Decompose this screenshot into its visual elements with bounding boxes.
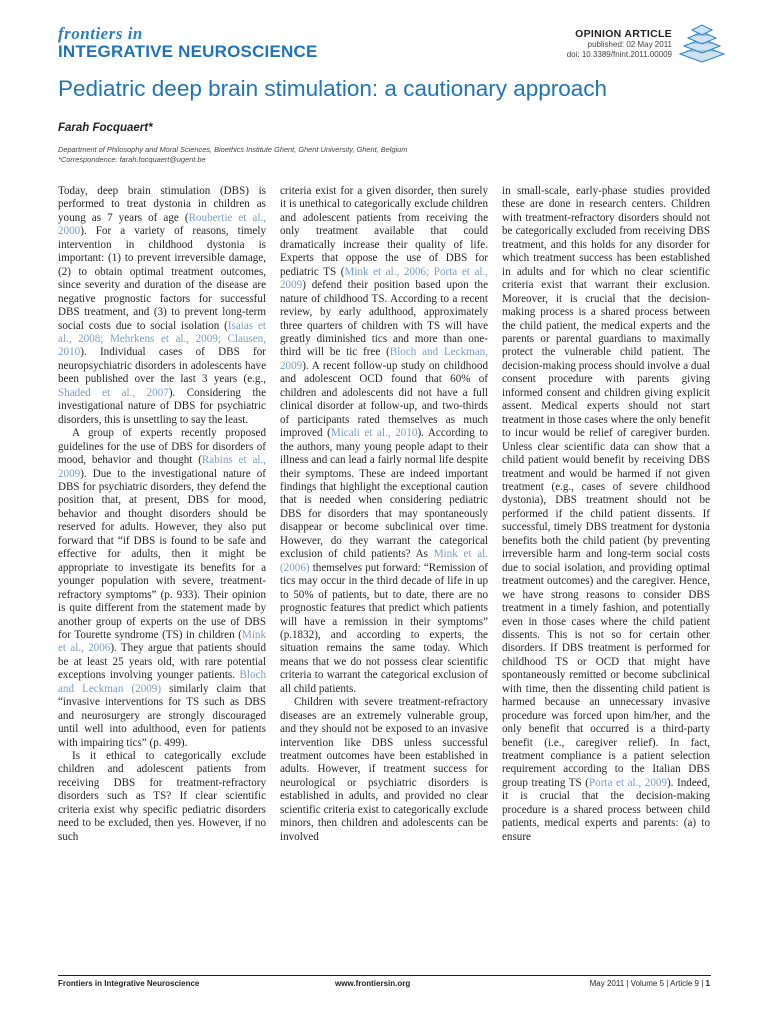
body-column-1 bbox=[58, 185, 266, 844]
body-paragraph bbox=[58, 750, 266, 844]
footer-issue-info bbox=[590, 979, 710, 988]
citation-link[interactable]: Bloch and Leckman, 2009 bbox=[280, 346, 488, 372]
body-text: similarly claim that “invasive interventions for TS such as DBS and neurosurgery are strongly discouraged until well into adulthood, even for patients with impairing tics” (p. 499). bbox=[58, 682, 266, 749]
body-paragraph bbox=[58, 427, 266, 750]
citation-link[interactable]: Bloch and Leckman (2009) bbox=[58, 669, 266, 695]
body-text: Is it ethical to categorically exclude children and adolescent patients from receiving DBS for treatment-refractory disorders such as TS? If clear scientific criteria exist why specific pediatric disorders need to be excluded, then yes. However, if no such bbox=[58, 750, 266, 843]
body-column-3 bbox=[502, 185, 710, 844]
body-text: ). Indeed, it is crucial that the decision-making procedure is a shared process between child patients, medical experts and parents: (a) to ensure bbox=[502, 776, 711, 843]
body-text: ). Individual cases of DBS for neuropsychiatric disorders in adolescents have been published over the last 3 years (e.g., bbox=[58, 346, 266, 386]
journal-logo bbox=[58, 26, 318, 61]
body-text: ). A recent follow-up study on childhood and adolescent OCD found that 60% of children and adolescents did not have a full clinical disorder at follow-up, and two-thirds of participants rated themselves as much improved ( bbox=[280, 359, 488, 440]
citation-link[interactable]: Roubertie et al., 2000 bbox=[58, 211, 266, 238]
stacked-layers-icon bbox=[676, 20, 728, 64]
body-paragraph bbox=[280, 696, 488, 844]
body-text: ). They argue that patients should be at least 25 years old, with rare potential exceptions involving younger patients. bbox=[58, 642, 266, 682]
body-text: ). Due to the investigational nature of DBS for psychiatric disorders, they defend the position that, at present, DBS for mood, behavior and thought disorders should be reserved for adults. However, they also put forward that “if DBS is found to be safe and effective for adults, then it might be appropriate to investigate its benefits for a younger population with severe, treatment-refractory symptoms” (p. 933). Their opinion is quite different from the statement made by another group of experts on the use of DBS for Tourette syndrome (TS) in children ( bbox=[58, 467, 266, 641]
footer-issue: May 2011 | Volume 5 | Article 9 | bbox=[589, 979, 704, 988]
body-text: ). For a variety of reasons, timely intervention in childhood dystonia is important: (1) to prevent irreversible damage, (2) to obtain optimal treatment outcomes, since severity and duration of the disease are negative prognostic factors for successful DBS treatment, and (3) to prevent long-term social costs due to social isolation ( bbox=[58, 225, 266, 332]
journal-name-line2: INTEGRATIVE NEUROSCIENCE bbox=[58, 42, 318, 61]
body-text: ). According to the authors, many young people adapt to their illness and can lead a fairly normal life despite their symptoms. These are indeed important findings that highlight the exceptional caution that is needed when considering pediatric DBS for disorders that may spontaneously disappear or become subclinical over time. However, do they warrant the categorical exclusion of child patients? As bbox=[280, 427, 488, 561]
citation-link[interactable]: Micali et al., 2010 bbox=[330, 427, 418, 440]
body-text: themselves put forward: “Remission of tics may occur in the third decade of life in up to 50% of patients, but to date, there are no prognostic features that predict which patients will have a remission in their symptoms” (p.1832), and according to experts, the situation remains the same today. Which means that we do not possess clear scientific criteria to warrant the categorical exclusion of all child patients. bbox=[280, 561, 488, 695]
article-meta bbox=[567, 28, 672, 60]
article-title: Pediatric deep brain stimulation: a cautionary approach bbox=[58, 76, 608, 101]
body-paragraph bbox=[58, 185, 266, 427]
citation-link[interactable]: Isaias et al., 2008; Mehrkens et al., 2009; Clausen, 2010 bbox=[58, 319, 266, 359]
body-column-2 bbox=[280, 185, 488, 844]
citation-link[interactable]: Shaded et al., 2007 bbox=[58, 386, 169, 399]
correspondence: *Correspondence: farah.focquaert@ugent.be bbox=[58, 155, 206, 164]
footer-url[interactable]: www.frontiersin.org bbox=[335, 979, 411, 988]
body-paragraph bbox=[502, 185, 710, 844]
body-text: Children with severe treatment-refractory diseases are an extremely vulnerable group, and they should not be exposed to an invasive intervention like DBS unless successful treatment outcomes have been established in adults. However, if treatment success for neurological or psychiatric disorders is established in adults, and provided no clear scientific criteria exist to categorically exclude minors, then children and adolescents can be involved bbox=[280, 696, 488, 843]
citation-link[interactable]: Porta et al., 2009 bbox=[589, 776, 667, 789]
citation-link[interactable]: Rabins et al., 2009 bbox=[58, 454, 266, 480]
citation-link[interactable]: Mink et al. (2006) bbox=[280, 548, 488, 574]
body-text: Today, deep brain stimulation (DBS) is performed to treat dystonia in children as young as 7 years of age ( bbox=[58, 185, 266, 224]
journal-name-line1: frontiers in bbox=[58, 24, 143, 43]
citation-link[interactable]: Mink et al., 2006; Porta et al., 2009 bbox=[280, 265, 488, 292]
footer-divider bbox=[58, 975, 711, 976]
doi: doi: 10.3389/fnint.2011.00009 bbox=[566, 50, 672, 59]
body-text: ) defend their position based upon the nature of childhood TS. According to a recent review, by early adulthood, approximately three quarters of children with TS will have greatly diminished tics and more than one-third will be tic free ( bbox=[280, 279, 488, 359]
affiliation-block bbox=[58, 145, 407, 165]
author-name: Farah Focquaert* bbox=[58, 122, 153, 134]
body-text: in small-scale, early-phase studies provided these are done in research centers. Children with treatment-refractory disorders should not be categorically excluded from receiving DBS treatment, and this holds for any disorder for which treatment success has been established in adults and for which no clear scientific criteria exist that warrant their exclusion. Moreover, it is crucial that the decision-making process is a shared process between the child patient, the medical experts and the parents or parental guardians to maximally protect the vulnerable child patient. The decision-making process should involve a dual consent procedure with parents giving informed consent and children giving explicit assent. Medical experts should not start treatment in those cases where the only benefit to incur would be relief of caregiver burden. Unless clear scientific data can show that a child patient would benefit by receiving DBS treatment and would be harmed if not given treatment (e.g., cases of severe childhood dystonia), DBS treatment should not be performed if the child patient dissents. If successful, timely DBS treatment for dystonia benefits both the child patient (by preventing irreversible harm and long-term social costs due to social isolation, and providing optimal treatment outcomes) and the caregiver. Hence, we have strong reasons to consider DBS treatment in a timely fashion, and potentially even in those cases where the child patient dissents. This is not so for certain other disorders. If DBS treatment is performed for childhood TS or OCD that might have spontaneously remitted or become subclinical with time, then the dissenting child patient is harmed because an unnecessary invasive procedure was forced upon him/her, and the only benefit that occurred is a third-party benefit (i.e., caregiver relief). In fact, treatment compliance is a patient selection requirement according to the Italian DBS group treating TS ( bbox=[502, 185, 710, 789]
body-text: criteria exist for a given disorder, then surely it is unethical to categorically exclude children and adolescent patients from receiving the only treatment available that could dramatically increase their quality of life. Experts that oppose the use of DBS for pediatric TS ( bbox=[280, 185, 488, 278]
citation-link[interactable]: Mink et al., 2006 bbox=[58, 628, 266, 655]
affiliation: Department of Philosophy and Moral Sciences, Bioethics Institute Ghent, Ghent University, Ghent, Belgium bbox=[58, 145, 408, 154]
article-type: OPINION ARTICLE bbox=[575, 28, 672, 40]
body-text: ). Considering the investigational nature of DBS for psychiatric disorders, this is unsettling to say the least. bbox=[58, 386, 266, 426]
page-number: 1 bbox=[705, 979, 710, 988]
published-date: published: 02 May 2011 bbox=[587, 40, 672, 49]
footer-journal: Frontiers in Integrative Neuroscience bbox=[58, 979, 200, 988]
body-text: A group of experts recently proposed guidelines for the use of DBS for disorders of mood, behavior and thought ( bbox=[58, 427, 266, 467]
body-paragraph bbox=[280, 185, 488, 696]
